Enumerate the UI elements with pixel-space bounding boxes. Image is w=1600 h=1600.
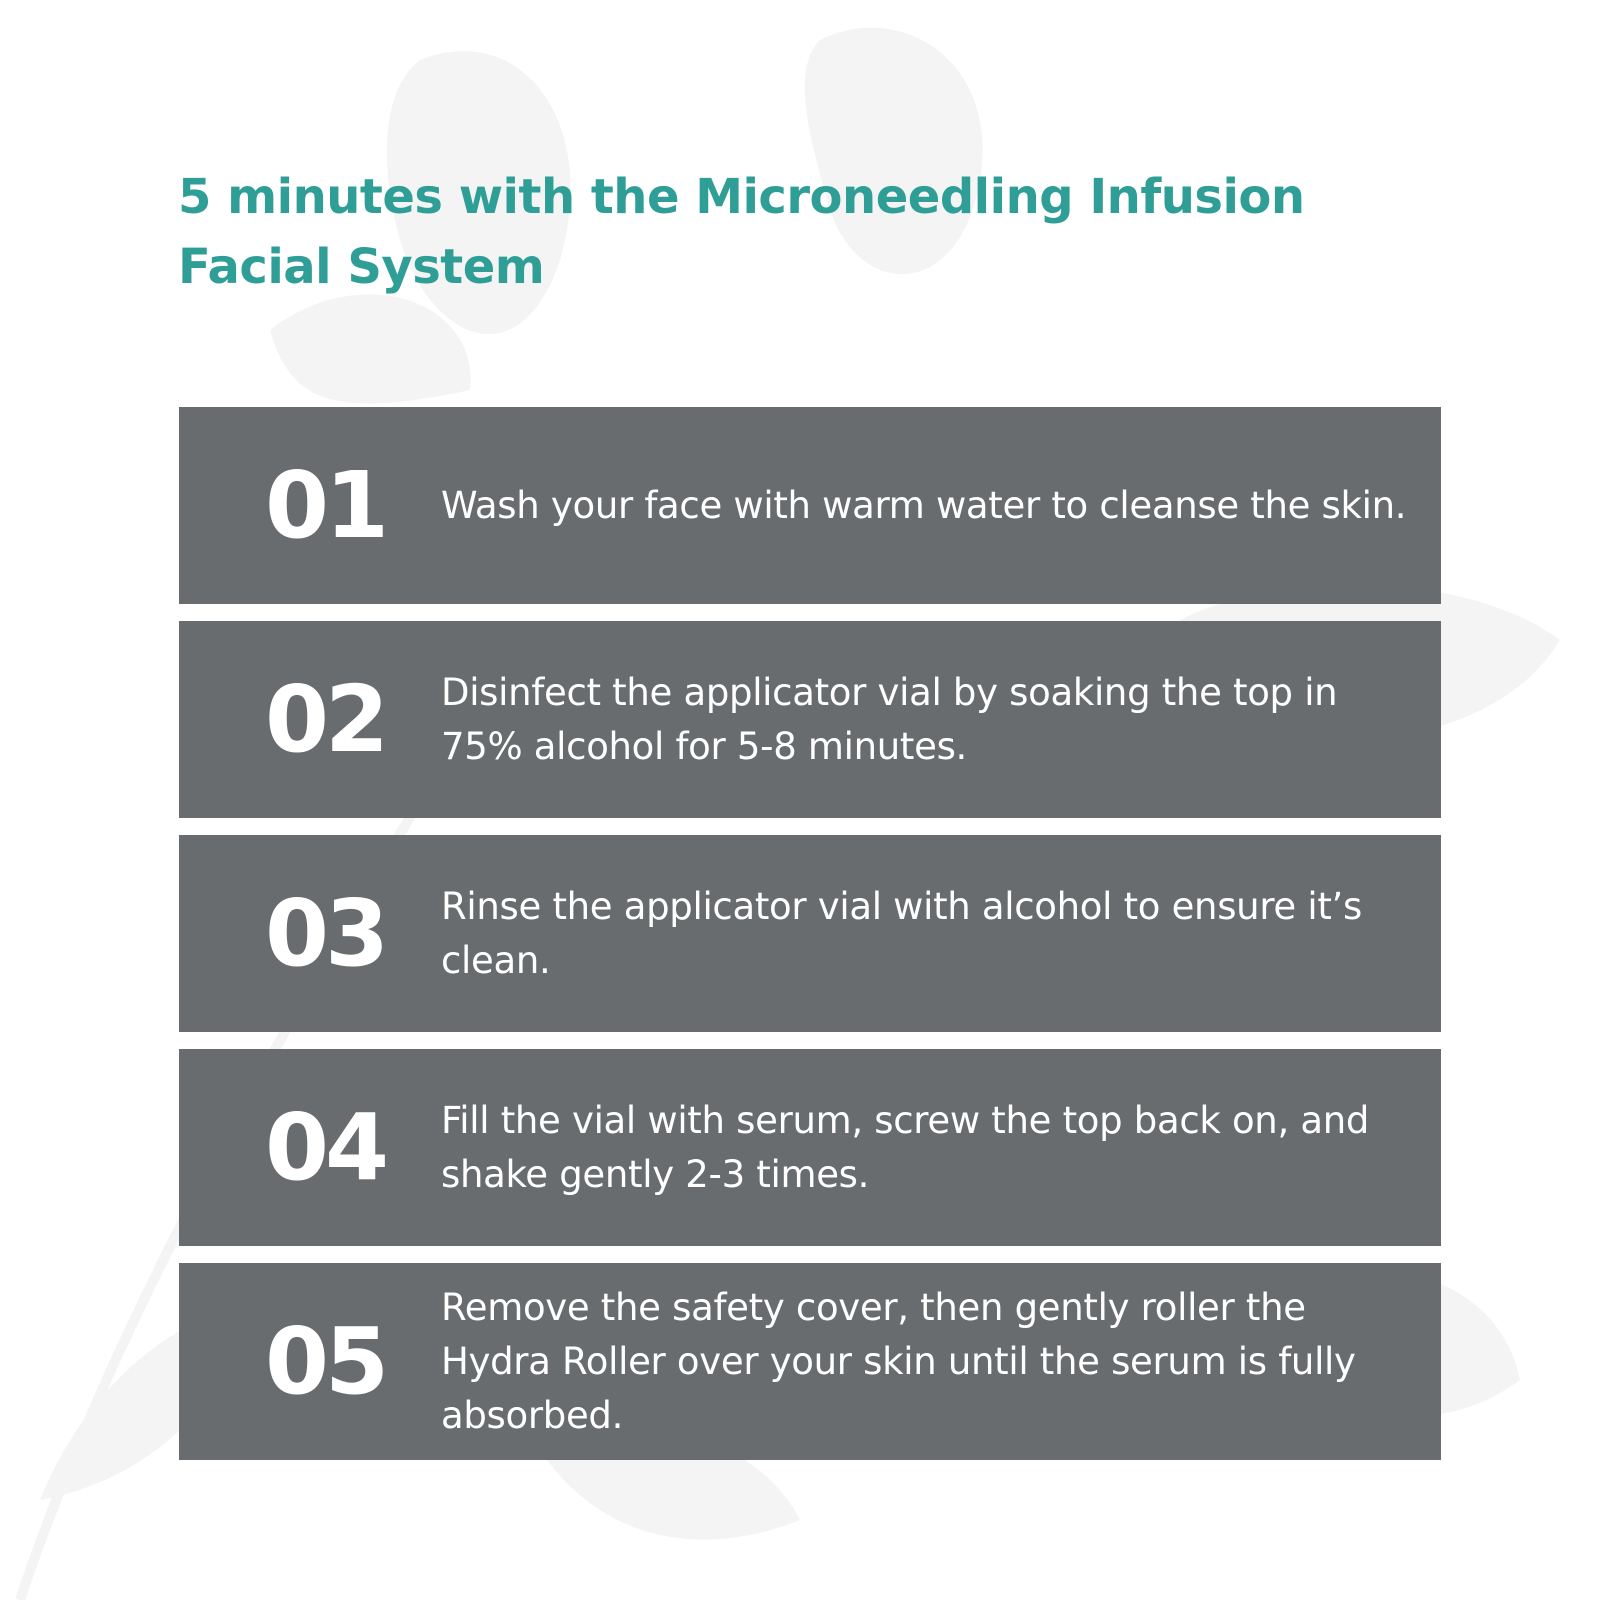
step-number: 05 bbox=[265, 1307, 386, 1415]
step-number: 02 bbox=[265, 665, 386, 773]
step-card bbox=[179, 621, 1441, 818]
step-text: Remove the safety cover, then gently roller the Hydra Roller over your skin until the serum is fully absorbed. bbox=[441, 1285, 1356, 1437]
step-text: Disinfect the applicator vial by soaking the top in 75% alcohol for 5-8 minutes. bbox=[441, 670, 1338, 768]
step-card bbox=[179, 407, 1441, 604]
step-text: Fill the vial with serum, screw the top back on, and shake gently 2-3 times. bbox=[441, 1098, 1370, 1196]
step-text: Wash your face with warm water to cleanse the skin. bbox=[441, 483, 1407, 527]
step-number: 03 bbox=[265, 879, 386, 987]
step-card bbox=[179, 835, 1441, 1032]
step-text: Rinse the applicator vial with alcohol to ensure it’s clean. bbox=[441, 884, 1362, 982]
step-number: 01 bbox=[265, 451, 386, 559]
page-title: 5 minutes with the Microneedling Infusion Facial System bbox=[178, 169, 1305, 295]
steps-list bbox=[179, 407, 1441, 1460]
step-number: 04 bbox=[265, 1093, 386, 1201]
step-card bbox=[179, 1263, 1441, 1460]
step-card bbox=[179, 1049, 1441, 1246]
